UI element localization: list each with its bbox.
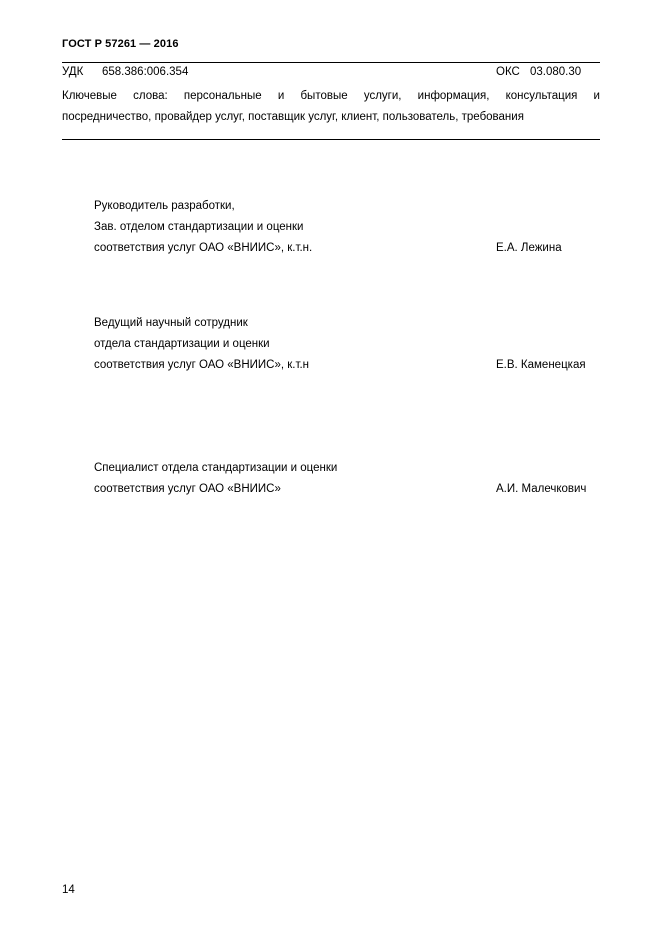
- signature-line: отдела стандартизации и оценки: [94, 338, 270, 350]
- signature-line-with-name: [94, 238, 600, 259]
- udk-label: УДК: [62, 66, 84, 78]
- oks-label: ОКС: [496, 66, 520, 78]
- document-code: ГОСТ Р 57261 — 2016: [62, 38, 179, 50]
- top-divider: [62, 62, 600, 63]
- page-number: 14: [62, 884, 75, 896]
- keyword-word: персональные: [183, 90, 262, 102]
- keyword-word: и: [593, 90, 600, 102]
- oks-value: 03.080.30: [530, 66, 582, 78]
- signatory-name: Е.А. Лежина: [496, 242, 562, 254]
- signature-line: Руководитель разработки,: [94, 200, 235, 212]
- signatory-name: Е.В. Каменецкая: [496, 359, 586, 371]
- keywords-line-2: посредничество, провайдер услуг, поставщик услуг, клиент, пользователь, требования: [62, 111, 524, 123]
- keyword-word: информация,: [417, 90, 490, 102]
- keyword-word: консультация: [505, 90, 578, 102]
- signature-line-with-name: [94, 479, 600, 500]
- keywords-paragraph: [62, 86, 600, 128]
- keyword-word: и: [277, 90, 285, 102]
- signature-block-1: [94, 196, 600, 259]
- signature-line: Ведущий научный сотрудник: [94, 317, 248, 329]
- bottom-divider: [62, 139, 600, 140]
- signature-line-with-name: [94, 355, 600, 376]
- keywords-line-1: [62, 86, 600, 107]
- signature-block-2: [94, 313, 600, 376]
- signature-block-3: [94, 458, 600, 500]
- signature-text: соответствия услуг ОАО «ВНИИС», к.т.н.: [94, 242, 313, 254]
- keyword-word: Ключевые: [62, 90, 117, 102]
- signature-text: соответствия услуг ОАО «ВНИИС»: [94, 483, 281, 495]
- signature-line: Специалист отдела стандартизации и оценки: [94, 462, 338, 474]
- signature-line: Зав. отделом стандартизации и оценки: [94, 221, 304, 233]
- udk-value: 658.386:006.354: [102, 66, 189, 78]
- keyword-word: бытовые: [300, 90, 348, 102]
- signatory-name: А.И. Малечкович: [496, 483, 587, 495]
- keyword-word: услуги,: [363, 90, 402, 102]
- signature-text: соответствия услуг ОАО «ВНИИС», к.т.н: [94, 359, 310, 371]
- keyword-word: слова:: [133, 90, 168, 102]
